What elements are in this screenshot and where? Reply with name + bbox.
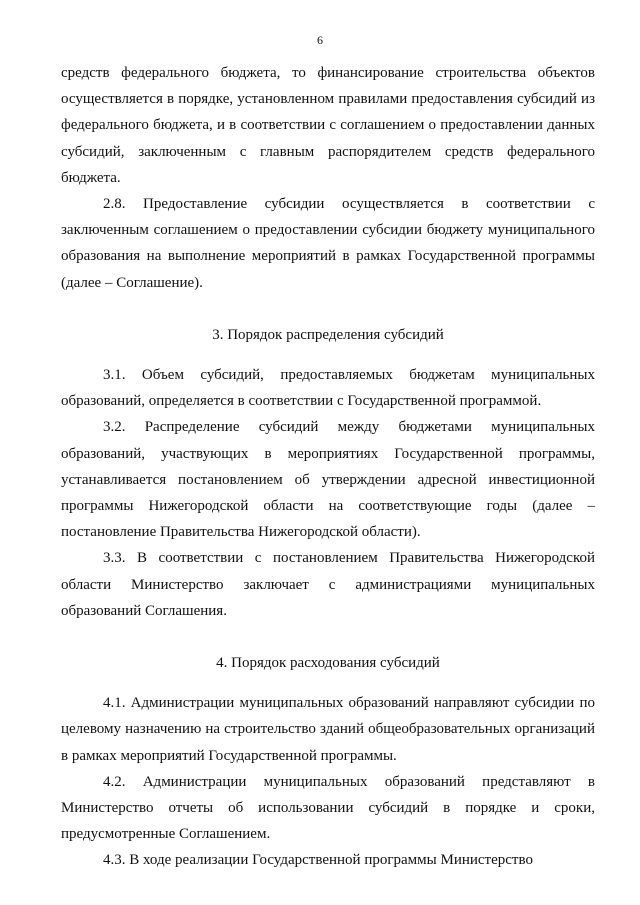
paragraph-3-3: 3.3. В соответствии с постановлением Правительства Нижегородской области Министерство заключает с администрациями муниципальных образований Соглашения. — [61, 550, 595, 619]
paragraph-2-8: 2.8. Предоставление субсидии осуществляется в соответствии с заключенным соглашением о предоставлении субсидии бюджету муниципального образования на выполнение мероприятий в рамках Государственной программы (далее – Соглашение). — [61, 196, 595, 291]
paragraph-4-3: 4.3. В ходе реализации Государственной программы Министерство — [103, 852, 533, 869]
section-heading-4: 4. Порядок расходования субсидий — [216, 655, 440, 672]
paragraph-continuation: средств федерального бюджета, то финансирование строительства объектов осуществляется в порядке, установленном правилами предоставления субсидий из федерального бюджета, и в соответствии с соглашением о предоставлении данных субсидий, заключенным с главным распорядителем средств федерального бюджета. — [61, 65, 595, 186]
document-body — [61, 60, 595, 874]
paragraph-3-1: 3.1. Объем субсидий, предоставляемых бюджетам муниципальных образований, определяется в соответствии с Государственной программой. — [61, 367, 595, 410]
paragraph-4-1: 4.1. Администрации муниципальных образований направляют субсидии по целевому назначению на строительство зданий общеобразовательных организаций в рамках мероприятий Государственной программы. — [61, 695, 595, 764]
paragraph-3-2: 3.2. Распределение субсидий между бюджетами муниципальных образований, участвующих в мероприятиях Государственной программы, устанавливается постановлением об утверждении адресной инвестиционной программы Нижегородской области на соответствующие годы (далее – постановление Правительства Нижегородской области). — [61, 419, 595, 541]
paragraph-4-2: 4.2. Администрации муниципальных образований представляют в Министерство отчеты об использовании субсидий в порядке и сроки, предусмотренные Соглашением. — [61, 773, 595, 843]
page-number: 6 — [317, 33, 323, 47]
section-heading-3: 3. Порядок распределения субсидий — [212, 326, 444, 343]
